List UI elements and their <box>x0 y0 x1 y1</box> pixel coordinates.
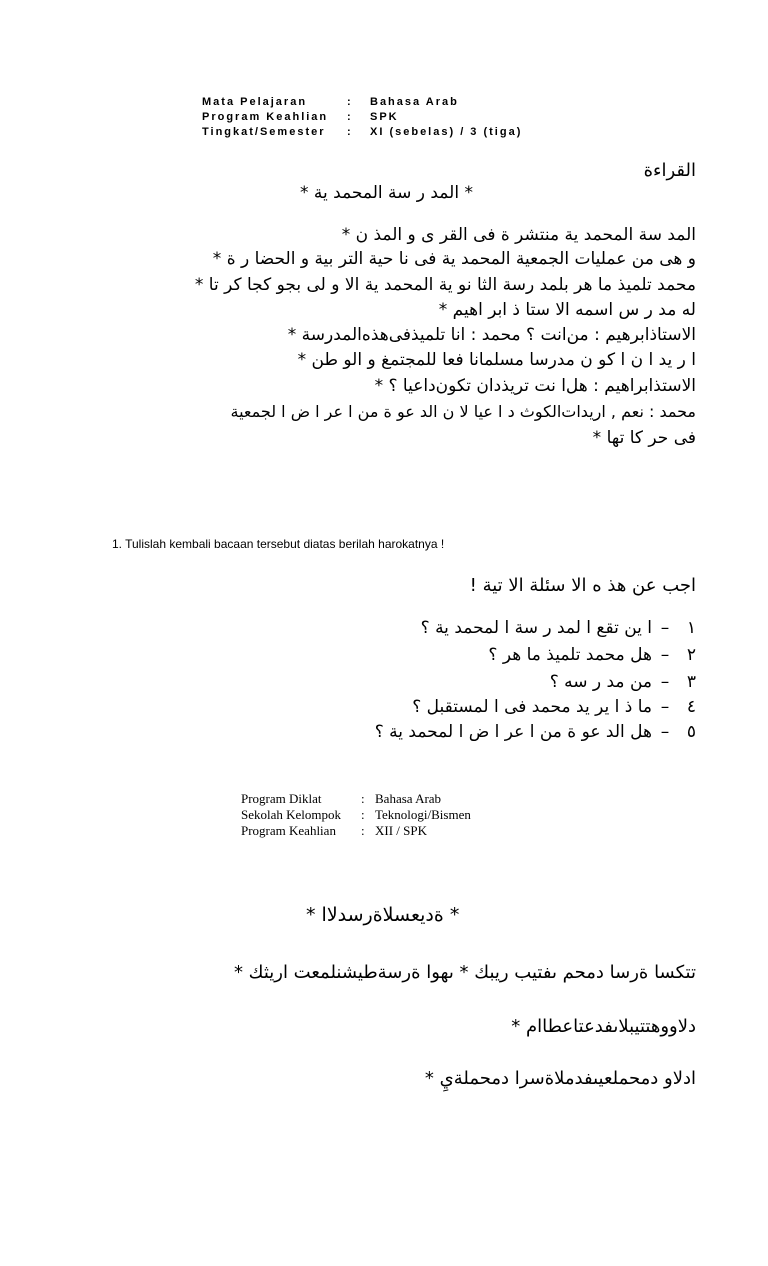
header-colon: : <box>361 791 365 806</box>
reading-line: فى حر كا تها * <box>592 428 696 448</box>
header-label: Tingkat/Semester <box>202 126 326 138</box>
header-label: Mata Pelajaran <box>202 96 308 108</box>
header-colon: : <box>361 823 365 838</box>
reading-title: * المد ر سة المحمد ية * <box>300 183 473 203</box>
header-label: Program Diklat <box>241 791 322 806</box>
garbled-line: تتكسا ةرسا دمحم ىفتيب ريبك * ىهوا ةرسةطيشنلمعت اريثك * <box>233 962 696 983</box>
question-text: هل الد عو ة من ا عر ا ض ا لمحمد ية ؟ <box>374 722 652 742</box>
question-item <box>550 672 696 692</box>
header-value: Bahasa Arab <box>370 96 459 108</box>
reading-line: الاستذابراهيم : هل‌ا نت تريذدان تكون‌داعيا ؟ * <box>374 376 696 396</box>
header-label: Sekolah Kelompok <box>241 807 342 822</box>
question-dash: – <box>660 672 670 692</box>
question-dash: – <box>660 618 670 638</box>
question-number: ٤ <box>686 697 696 717</box>
section-label-reading: القراءة <box>643 160 696 181</box>
question-dash: – <box>660 697 670 717</box>
question-number: ٢ <box>686 645 696 665</box>
question-text: هل محمد تلميذ ما هر ؟ <box>488 645 652 665</box>
question-item <box>488 645 696 665</box>
garbled-title: * ةديعسلاةرسدلاا * <box>306 904 460 926</box>
header-value: Teknologi/Bismen <box>375 807 471 822</box>
header-colon: : <box>347 96 353 108</box>
question-item <box>375 722 696 742</box>
header-colon: : <box>347 111 353 123</box>
question-number: ١ <box>686 618 696 638</box>
garbled-line: دلاووهتتيبلاىفدعتاعطاام * <box>511 1016 696 1037</box>
header-colon: : <box>347 126 353 138</box>
garbled-line: ادلاو دمحملعيىفدملاةسرا دمحملةيِ * <box>424 1068 696 1089</box>
header-value: Bahasa Arab <box>375 791 442 806</box>
reading-line: المد سة المحمد ية منتشر ة فى القر ى و المذ ن * <box>341 225 696 245</box>
reading-line: له مد ر س اسمه الا ستا ذ ابر اهيم * <box>438 300 696 320</box>
questions-heading: اجب عن هذ ه الا سئلة الا تية ! <box>469 575 696 596</box>
header-colon: : <box>361 807 365 822</box>
header-value: XII / SPK <box>375 823 428 838</box>
reading-line: محمد : نعم , اريدات‌الكوث د ا عيا لا ن الد عو ة من ا عر ا ض ا لجمعية <box>230 402 696 421</box>
reading-line: ا ر يد ا ن ا كو ن مدرسا مسلمانا فعا للمجتمغ و الو طن * <box>297 350 696 370</box>
header-label: Program Keahlian <box>241 823 336 838</box>
header-label: Program Keahlian <box>202 111 329 123</box>
reading-line: الاستاذابرهيم : من‌انت ؟ محمد : انا تلميذفى‌هذه‌المدرسة * <box>287 325 696 345</box>
task-instruction: 1. Tulislah kembali bacaan tersebut diatas berilah harokatnya ! <box>112 537 445 551</box>
reading-line: محمد تلميذ ما هر بلمد رسة الثا نو ية المحمد ية الا و لى بجو كجا كر تا * <box>194 275 696 295</box>
reading-line: و هى من عمليات الجمعية المحمد ية فى نا حية التر بية و الحضا ر ة * <box>212 249 696 269</box>
question-item <box>412 697 696 717</box>
question-text: ا ين تقع ا لمد ر سة ا لمحمد ية ؟ <box>420 618 652 638</box>
question-text: ما ذ ا ير يد محمد فى ا لمستقبل ؟ <box>412 697 652 717</box>
question-dash: – <box>660 722 670 742</box>
question-number: ٥ <box>686 722 696 742</box>
question-number: ٣ <box>686 672 696 692</box>
header-value: XI (sebelas) / 3 (tiga) <box>370 126 523 138</box>
question-text: من مد ر سه ؟ <box>549 672 652 692</box>
question-dash: – <box>660 645 670 665</box>
question-item <box>421 618 696 638</box>
header-value: SPK <box>370 111 399 123</box>
